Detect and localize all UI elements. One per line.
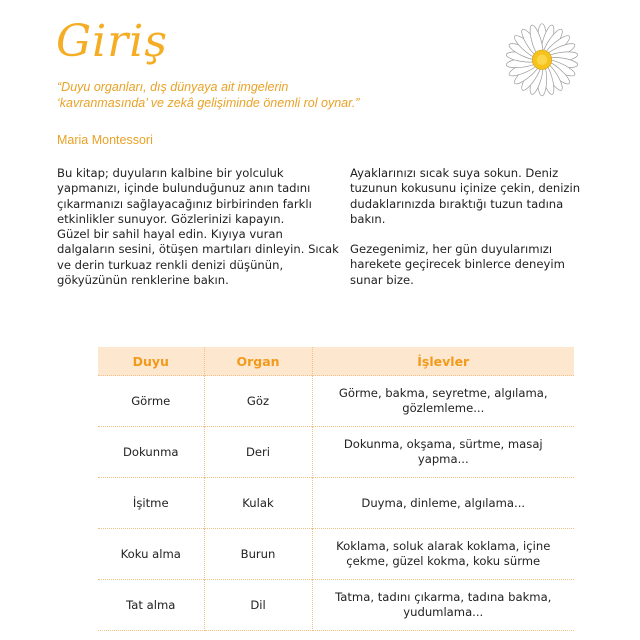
intro-left-column	[57, 166, 342, 288]
functions-cell: Duyma, dinleme, algılama...	[312, 478, 574, 529]
column-header-sense: Duyu	[98, 347, 204, 376]
column-header-functions: İşlevler	[312, 347, 574, 376]
sense-cell: Tat alma	[98, 580, 204, 631]
daisy-flower-icon	[498, 14, 586, 102]
intro-right-column	[350, 166, 600, 288]
organ-cell: Dil	[204, 580, 312, 631]
sense-cell: Görme	[98, 376, 204, 427]
table-row	[98, 529, 574, 580]
intro-paragraph: Gezegenimiz, her gün duyularımızı harekete geçirecek binlerce deneyim sunar bize.	[350, 242, 565, 287]
organ-cell: Kulak	[204, 478, 312, 529]
functions-cell: Görme, bakma, seyretme, algılama, gözlemleme...	[312, 376, 574, 427]
functions-cell: Koklama, soluk alarak koklama, içine çekme, güzel kokma, koku sürme	[312, 529, 574, 580]
intro-paragraph: Bu kitap; duyuların kalbine bir yolculuk yapmanızı, içinde bulunduğunuz anın tadını çıkarmanızı sağlayacağınız birbirinden farklı etkinlikler sunuyor. Gözlerinizi kapayın.	[57, 166, 312, 226]
intro-paragraph: Ayaklarınızı sıcak suya sokun. Deniz tuzunun kokusunu içinize çekin, denizin dudaklarınızda bıraktığı tuzun tadına bakın.	[350, 166, 581, 226]
quote-text: “Duyu organları, dış dünyaya ait imgelerin ‘kavranmasında’ ve zekâ gelişiminde önemli rol oynar.”	[57, 80, 360, 110]
organ-cell: Deri	[204, 427, 312, 478]
senses-table	[98, 347, 574, 631]
table-row	[98, 376, 574, 427]
table-header-row	[98, 347, 574, 376]
column-header-organ: Organ	[204, 347, 312, 376]
quote-author: Maria Montessori	[57, 133, 153, 147]
sense-cell: İşitme	[98, 478, 204, 529]
intro-paragraph: Güzel bir sahil hayal edin. Kıyıya vuran dalgaların sesini, ötüşen martıları dinleyin. Sıcak ve derin turkuaz renkli denizi düşünün, gökyüzünün renklerine bakın.	[57, 227, 339, 288]
table-row	[98, 580, 574, 631]
organ-cell: Burun	[204, 529, 312, 580]
page-title: Giriş	[56, 16, 168, 67]
functions-cell: Tatma, tadını çıkarma, tadına bakma, yudumlama...	[312, 580, 574, 631]
sense-cell: Dokunma	[98, 427, 204, 478]
sense-cell: Koku alma	[98, 529, 204, 580]
table-row	[98, 478, 574, 529]
table-row	[98, 427, 574, 478]
organ-cell: Göz	[204, 376, 312, 427]
functions-cell: Dokunma, okşama, sürtme, masaj yapma...	[312, 427, 574, 478]
